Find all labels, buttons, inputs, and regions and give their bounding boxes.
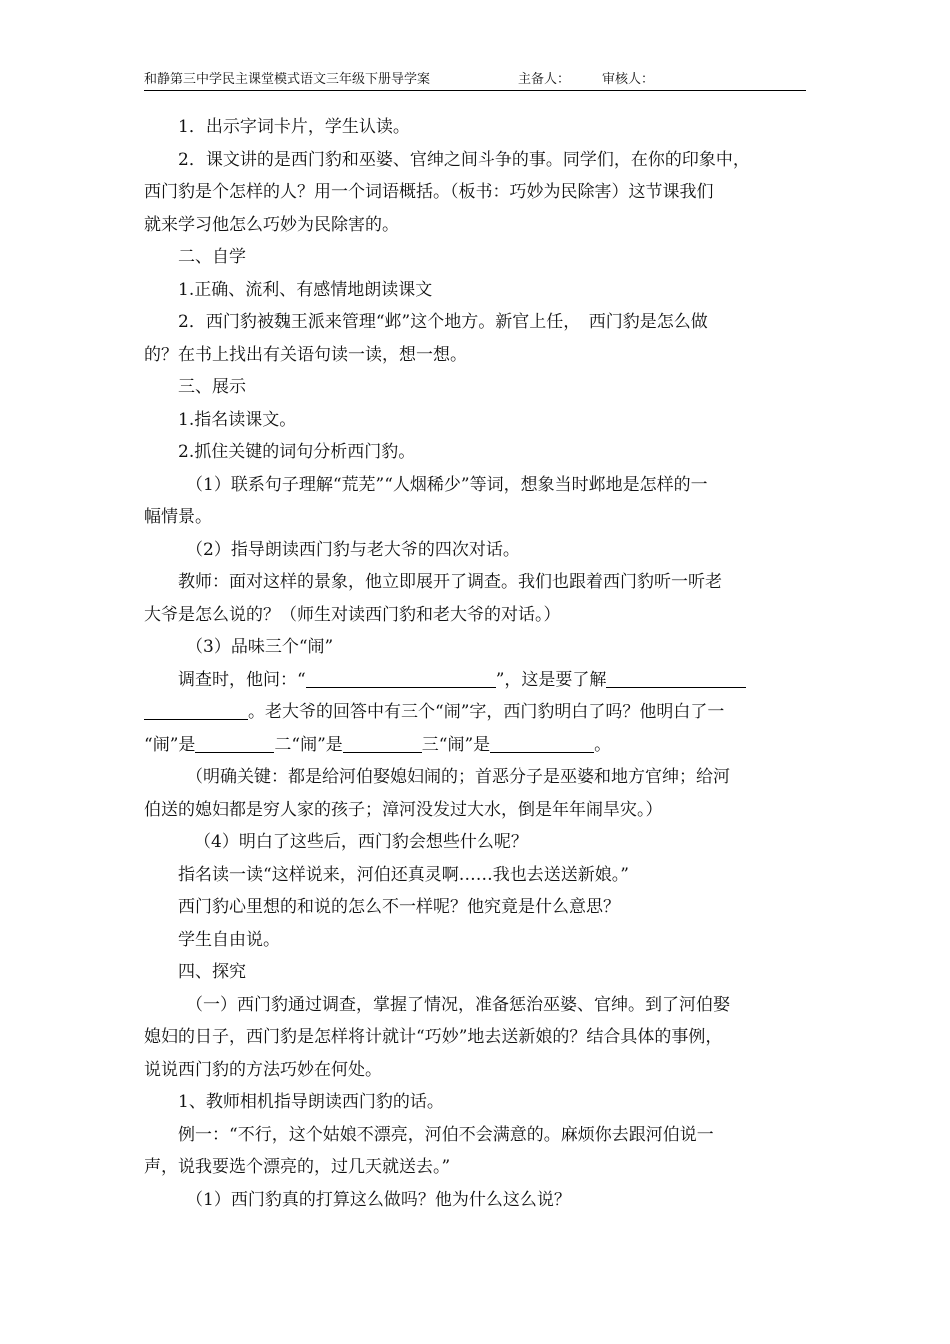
section-heading: 二、自学 <box>178 247 246 267</box>
text-line: 1、教师相机指导朗读西门豹的话。 <box>178 1092 444 1112</box>
text-fragment: 二“闹”是 <box>274 734 343 755</box>
text-line: 说说西门豹的方法巧妙在何处。 <box>144 1059 382 1080</box>
answer-blank[interactable] <box>606 667 746 688</box>
text-line: 2．课文讲的是西门豹和巫婆、官绅之间斗争的事。同学们，在你的印象中， <box>178 149 750 170</box>
text-line: 西门豹是个怎样的人？用一个词语概括。（板书：巧妙为民除害）这节课我们 <box>144 182 714 202</box>
reviewer-label: 审核人： <box>602 72 655 87</box>
text-line: 大爷是怎么说的？（师生对读西门豹和老大爷的对话。） <box>144 604 561 625</box>
text-line: （1）联系句子理解“荒芜”“人烟稀少”等词，想象当时邺地是怎样的一 <box>186 474 708 495</box>
fill-in-line <box>144 729 806 762</box>
text-line: 2．西门豹被魏王派来管理“邺”这个地方。新官上任， 西门豹是怎么做 <box>178 312 708 332</box>
text-fragment: 调查时，他问：“ <box>178 669 306 690</box>
preparer-label: 主备人： <box>518 72 571 87</box>
text-fragment: ”，这是要了解 <box>495 669 607 690</box>
text-line: 教师：面对这样的景象，他立即展开了调查。我们也跟着西门豹听一听老 <box>178 572 722 592</box>
answer-blank[interactable] <box>144 699 248 720</box>
text-line: 2.抓住关键的词句分析西门豹。 <box>178 442 416 462</box>
document-body <box>144 111 806 1216</box>
answer-blank[interactable] <box>195 732 274 753</box>
text-line: 例一：“不行，这个姑娘不漂亮，河伯不会满意的。麻烦你去跟河伯说一 <box>178 1124 714 1145</box>
text-line: 指名读一读“这样说来，河伯还真灵啊……我也去送送新娘。” <box>178 864 629 885</box>
answer-blank[interactable] <box>490 732 594 753</box>
fill-in-line <box>144 696 806 729</box>
text-line: 声，说我要选个漂亮的，过几天就送去。” <box>144 1157 451 1177</box>
text-line: 西门豹心里想的和说的怎么不一样呢？他究竟是什么意思？ <box>178 897 620 917</box>
text-line: 学生自由说。 <box>178 929 280 950</box>
section-heading: 三、展示 <box>178 377 246 397</box>
text-line: 的？在书上找出有关语句读一读，想一想。 <box>144 344 467 365</box>
page-header <box>144 72 806 91</box>
text-fragment: 三“闹”是 <box>421 734 491 755</box>
section-heading: 四、探究 <box>178 962 246 982</box>
text-line: 伯送的媳妇都是穷人家的孩子；漳河没发过大水，倒是年年闹旱灾。） <box>144 799 663 820</box>
text-line: 幅情景。 <box>144 507 212 527</box>
text-line: （3）品味三个“闹” <box>186 637 334 657</box>
text-line: （1）西门豹真的打算这么做吗？他为什么这么说？ <box>186 1189 571 1210</box>
answer-blank[interactable] <box>306 667 496 688</box>
text-line: 1.指名读课文。 <box>178 409 297 430</box>
text-line: 1．出示字词卡片，学生认读。 <box>178 117 410 137</box>
school-title: 和静第三中学民主课堂模式语文三年级下册导学案 <box>144 72 431 87</box>
text-fragment: “闹”是 <box>144 734 196 755</box>
text-line: 就来学习他怎么巧妙为民除害的。 <box>144 214 399 235</box>
fill-in-line <box>144 664 806 697</box>
text-line: （明确关键：都是给河伯娶媳妇闹的；首恶分子是巫婆和地方官绅；给河 <box>186 767 730 787</box>
answer-blank[interactable] <box>343 732 422 753</box>
text-line: 媳妇的日子，西门豹是怎样将计就计“巧妙”地去送新娘的？结合具体的事例， <box>144 1027 723 1047</box>
text-line: 1.正确、流利、有感情地朗读课文 <box>178 279 433 300</box>
text-line: （2）指导朗读西门豹与老大爷的四次对话。 <box>186 539 520 560</box>
text-line: （一）西门豹通过调查，掌握了情况，准备惩治巫婆、官绅。到了河伯娶 <box>186 994 730 1015</box>
text-fragment: 。老大爷的回答中有三个“闹”字，西门豹明白了吗？他明白了一 <box>248 702 725 722</box>
text-line: （4）明白了这些后，西门豹会想些什么呢？ <box>194 832 528 852</box>
text-fragment: 。 <box>594 734 612 755</box>
